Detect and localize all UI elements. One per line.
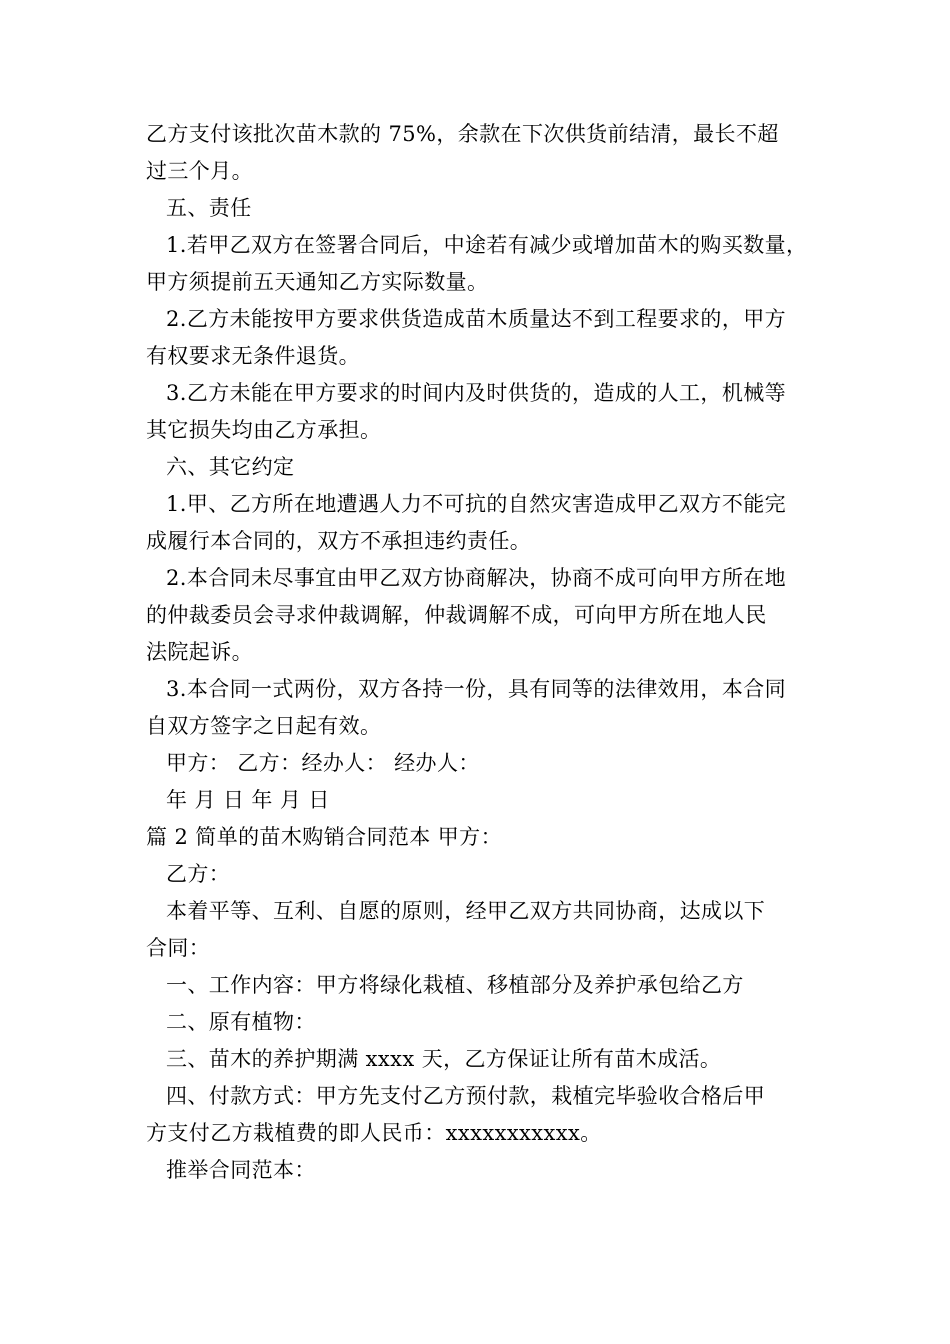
text-line: 3.本合同一式两份，双方各持一份，具有同等的法律效用，本合同 — [166, 677, 787, 701]
text-line: 一、工作内容：甲方将绿化栽植、移植部分及养护承包给乙方 — [166, 973, 744, 997]
text-line: 成履行本合同的，双方不承担违约责任。 — [146, 529, 532, 553]
text-line: 2.乙方未能按甲方要求供货造成苗木质量达不到工程要求的，甲方 — [166, 307, 787, 331]
date-line: 年 月 日 年 月 日 — [166, 788, 330, 812]
text-line: 有权要求无条件退货。 — [146, 344, 360, 368]
text-line: 1.甲、乙方所在地遭遇人力不可抗的自然灾害造成甲乙双方不能完 — [166, 492, 787, 516]
text-line: 的仲裁委员会寻求仲裁调解，仲裁调解不成，可向甲方所在地人民 — [146, 603, 767, 627]
text-line: 三、苗木的养护期满 xxxx 天，乙方保证让所有苗木成活。 — [166, 1047, 722, 1071]
text-line: 法院起诉。 — [146, 640, 253, 664]
text-line: 方支付乙方栽植费的即人民币：xxxxxxxxxxx。 — [146, 1121, 602, 1145]
text-line: 推举合同范本： — [166, 1158, 316, 1182]
text-line: 本着平等、互利、自愿的原则，经甲乙双方共同协商，达成以下 — [166, 899, 766, 923]
document-body — [146, 116, 836, 1189]
text-line: 四、付款方式：甲方先支付乙方预付款，栽植完毕验收合格后甲 — [166, 1084, 766, 1108]
contract-title-line: 篇 2 简单的苗木购销合同范本 甲方： — [146, 825, 502, 849]
text-line: 自双方签字之日起有效。 — [146, 714, 382, 738]
text-line: 合同： — [146, 936, 211, 960]
party-b-line: 乙方： — [166, 862, 231, 886]
text-line: 3.乙方未能在甲方要求的时间内及时供货的，造成的人工，机械等 — [166, 381, 787, 405]
text-line: 乙方支付该批次苗木款的 75%，余款在下次供货前结清，最长不超 — [146, 122, 779, 146]
text-line: 2.本合同未尽事宜由甲乙双方协商解决，协商不成可向甲方所在地 — [166, 566, 787, 590]
text-line: 过三个月。 — [146, 159, 253, 183]
signature-line: 甲方： 乙方：经办人： 经办人： — [166, 751, 480, 775]
text-line: 甲方须提前五天通知乙方实际数量。 — [146, 270, 489, 294]
text-line: 其它损失均由乙方承担。 — [146, 418, 382, 442]
text-line: 二、原有植物： — [166, 1010, 316, 1034]
section-heading-other-terms: 六、其它约定 — [166, 455, 295, 479]
section-heading-responsibility: 五、责任 — [166, 196, 252, 220]
text-line: 1.若甲乙双方在签署合同后，中途若有减少或增加苗木的购买数量， — [166, 233, 808, 257]
